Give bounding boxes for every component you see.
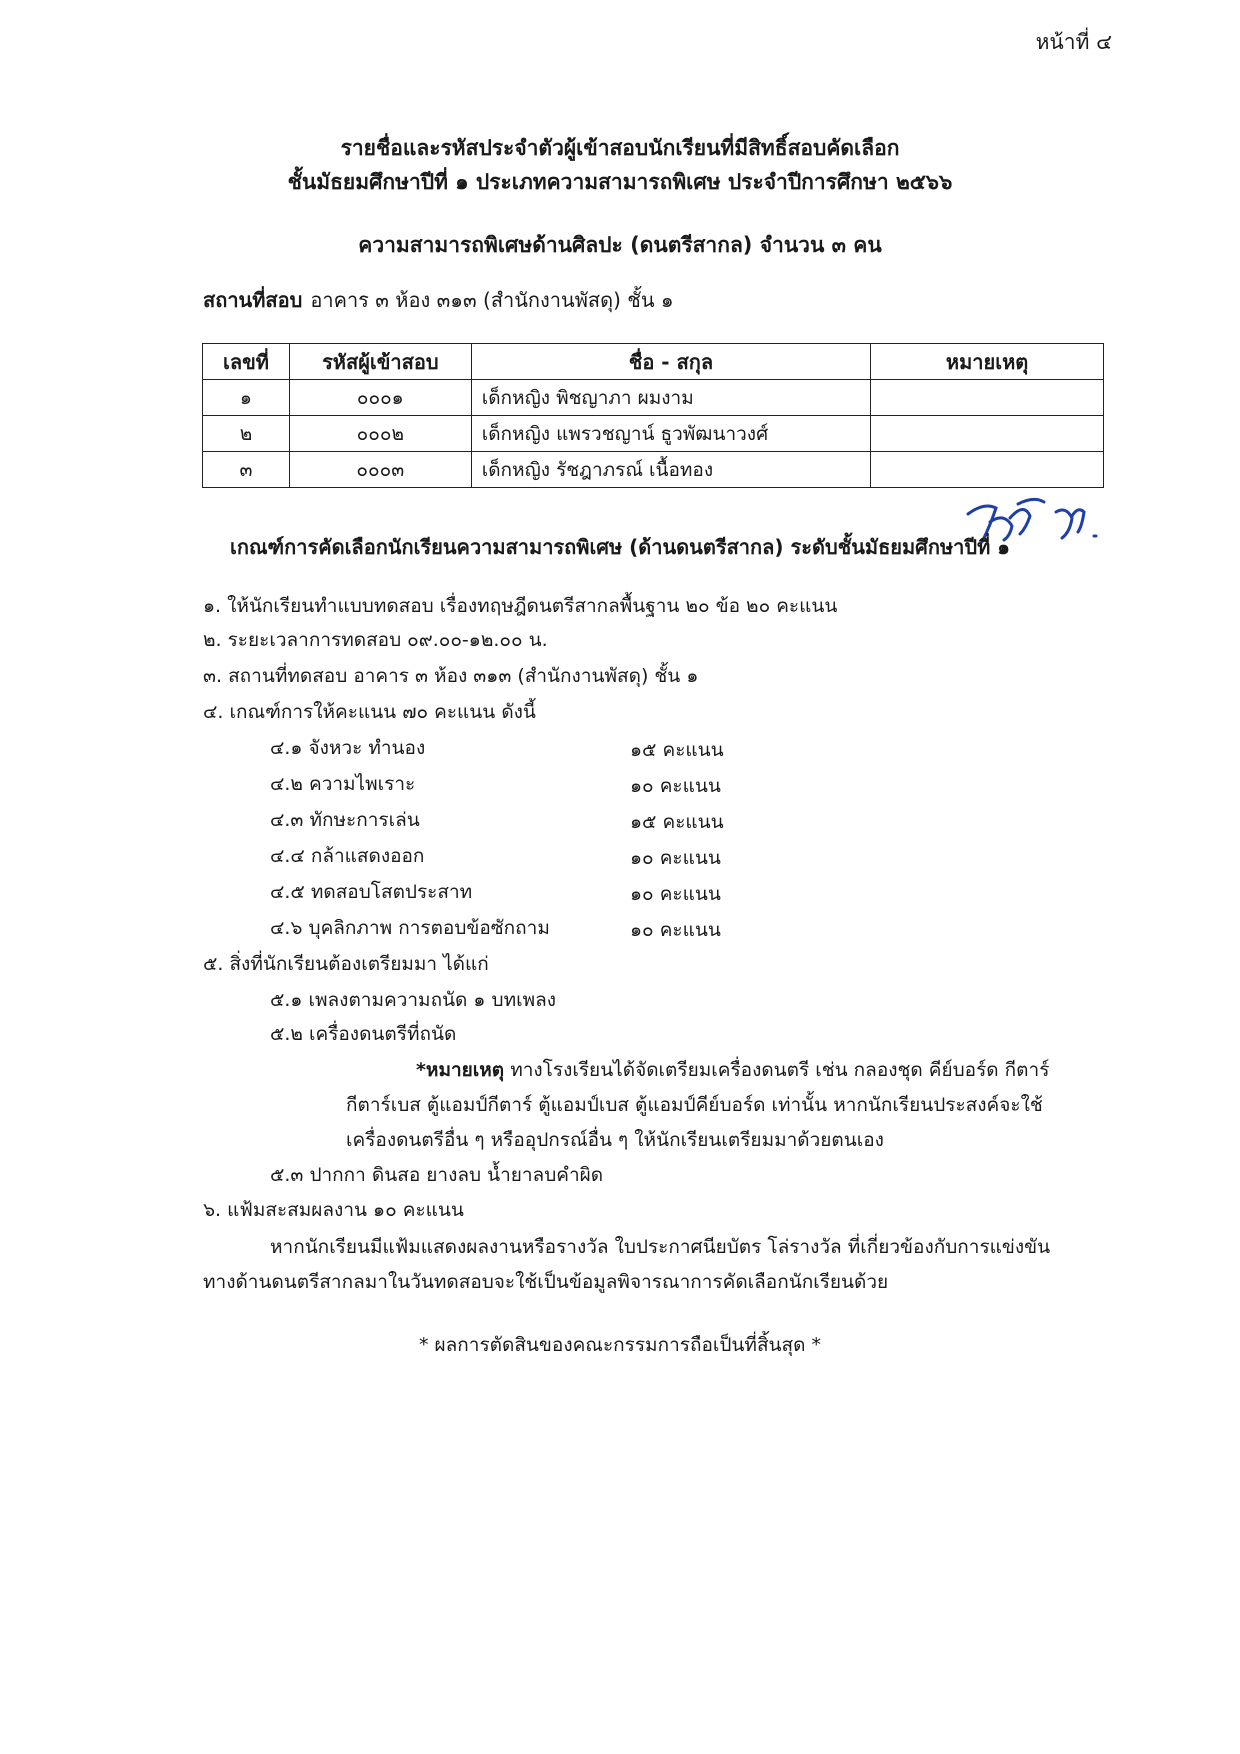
score-item-points: ๑๕ คะแนน bbox=[630, 739, 724, 761]
row-code: ๐๐๐๑ bbox=[289, 380, 471, 416]
prepare-item-2: ๕.๒ เครื่องดนตรีที่ถนัด bbox=[270, 1023, 457, 1045]
score-item-label: ๔.๖ บุคลิกภาพ การตอบข้อซักถาม bbox=[270, 917, 550, 939]
table-row bbox=[203, 452, 1104, 488]
criteria-item-3: ๓. สถานที่ทดสอบ อาคาร ๓ ห้อง ๓๑๓ (สำนักงานพัสดุ) ชั้น ๑ bbox=[203, 665, 699, 687]
portfolio-para-line-2: ทางด้านดนตรีสากลมาในวันทดสอบจะใช้เป็นข้อมูลพิจารณาการคัดเลือกนักเรียนด้วย bbox=[203, 1271, 889, 1293]
score-item-points: ๑๐ คะแนน bbox=[630, 847, 721, 869]
table-row bbox=[203, 416, 1104, 452]
criteria-title: เกณฑ์การคัดเลือกนักเรียนความสามารถพิเศษ (ด้านดนตรีสากล) ระดับชั้นมัธยมศึกษาปีที่ ๑ bbox=[230, 535, 1010, 559]
note-line-1 bbox=[416, 1055, 1049, 1085]
score-item-label: ๔.๑ จังหวะ ทำนอง bbox=[270, 737, 426, 759]
title-line-1: รายชื่อและรหัสประจำตัวผู้เข้าสอบนักเรียนที่มีสิทธิ์สอบคัดเลือก bbox=[340, 136, 900, 160]
portfolio-para-line-1: หากนักเรียนมีแฟ้มแสดงผลงานหรือรางวัล ใบประกาศนียบัตร โล่รางวัล ที่เกี่ยวข้องกับการแข่งขัน bbox=[270, 1236, 1051, 1258]
header-no: เลขที่ bbox=[203, 344, 290, 380]
score-item-points: ๑๐ คะแนน bbox=[630, 919, 721, 941]
criteria-item-1: ๑. ให้นักเรียนทำแบบทดสอบ เรื่องทฤษฎีดนตรีสากลพื้นฐาน ๒๐ ข้อ ๒๐ คะแนน bbox=[203, 595, 838, 617]
score-item-label: ๔.๓ ทักษะการเล่น bbox=[270, 809, 420, 831]
prepare-item-3: ๕.๓ ปากกา ดินสอ ยางลบ น้ำยาลบคำผิด bbox=[270, 1164, 604, 1186]
note-label: *หมายเหตุ bbox=[416, 1059, 505, 1081]
row-remark bbox=[871, 416, 1104, 452]
row-code: ๐๐๐๒ bbox=[289, 416, 471, 452]
exam-venue-label: สถานที่สอบ bbox=[203, 288, 303, 312]
row-no: ๑ bbox=[203, 380, 290, 416]
candidate-table bbox=[202, 343, 1104, 488]
score-item-points: ๑๕ คะแนน bbox=[630, 811, 724, 833]
criteria-item-6: ๖. แฟ้มสะสมผลงาน ๑๐ คะแนน bbox=[203, 1199, 464, 1221]
row-code: ๐๐๐๓ bbox=[289, 452, 471, 488]
score-item-label: ๔.๔ กล้าแสดงออก bbox=[270, 845, 425, 867]
criteria-item-5: ๕. สิ่งที่นักเรียนต้องเตรียมมา ได้แก่ bbox=[203, 953, 489, 975]
exam-venue bbox=[203, 284, 674, 316]
note-text-1: ทางโรงเรียนได้จัดเตรียมเครื่องดนตรี เช่น กลองชุด คีย์บอร์ด กีตาร์ bbox=[510, 1059, 1050, 1081]
score-item-points: ๑๐ คะแนน bbox=[630, 883, 721, 905]
title-line-2: ชั้นมัธยมศึกษาปีที่ ๑ ประเภทความสามารถพิเศษ ประจำปีการศึกษา ๒๕๖๖ bbox=[287, 170, 953, 194]
page-number: หน้าที่ ๔ bbox=[1035, 30, 1112, 54]
table-header-row bbox=[203, 344, 1104, 380]
row-name: เด็กหญิง พิชญาภา ผมงาม bbox=[471, 380, 870, 416]
note-line-3: เครื่องดนตรีอื่น ๆ หรืออุปกรณ์อื่น ๆ ให้นักเรียนเตรียมมาด้วยตนเอง bbox=[346, 1129, 884, 1151]
header-code: รหัสผู้เข้าสอบ bbox=[289, 344, 471, 380]
row-name: เด็กหญิง รัชฎาภรณ์ เนื้อทอง bbox=[471, 452, 870, 488]
prepare-item-1: ๕.๑ เพลงตามความถนัด ๑ บทเพลง bbox=[270, 989, 557, 1011]
footer-note: * ผลการตัดสินของคณะกรรมการถือเป็นที่สิ้นสุด * bbox=[418, 1334, 822, 1356]
row-name: เด็กหญิง แพรวชญาน์ ธูวพัฒนาวงศ์ bbox=[471, 416, 870, 452]
title-line-3: ความสามารถพิเศษด้านศิลปะ (ดนตรีสากล) จำนวน ๓ คน bbox=[358, 233, 882, 257]
score-item-points: ๑๐ คะแนน bbox=[630, 775, 721, 797]
row-no: ๒ bbox=[203, 416, 290, 452]
row-remark bbox=[871, 380, 1104, 416]
exam-venue-value: อาคาร ๓ ห้อง ๓๑๓ (สำนักงานพัสดุ) ชั้น ๑ bbox=[310, 288, 674, 312]
criteria-item-2: ๒. ระยะเวลาการทดสอบ ๐๙.๐๐-๑๒.๐๐ น. bbox=[203, 629, 548, 651]
note-line-2: กีตาร์เบส ตู้แอมป์กีตาร์ ตู้แอมป์เบส ตู้แอมป์คีย์บอร์ด เท่านั้น หากนักเรียนประสงค์จะใช้ bbox=[346, 1094, 1043, 1116]
header-name: ชื่อ - สกุล bbox=[471, 344, 870, 380]
score-item-label: ๔.๒ ความไพเราะ bbox=[270, 773, 416, 795]
header-remark: หมายเหตุ bbox=[871, 344, 1104, 380]
row-no: ๓ bbox=[203, 452, 290, 488]
score-item-label: ๔.๕ ทดสอบโสตประสาท bbox=[270, 881, 473, 903]
criteria-item-4: ๔. เกณฑ์การให้คะแนน ๗๐ คะแนน ดังนี้ bbox=[203, 701, 536, 723]
table-row bbox=[203, 380, 1104, 416]
row-remark bbox=[871, 452, 1104, 488]
